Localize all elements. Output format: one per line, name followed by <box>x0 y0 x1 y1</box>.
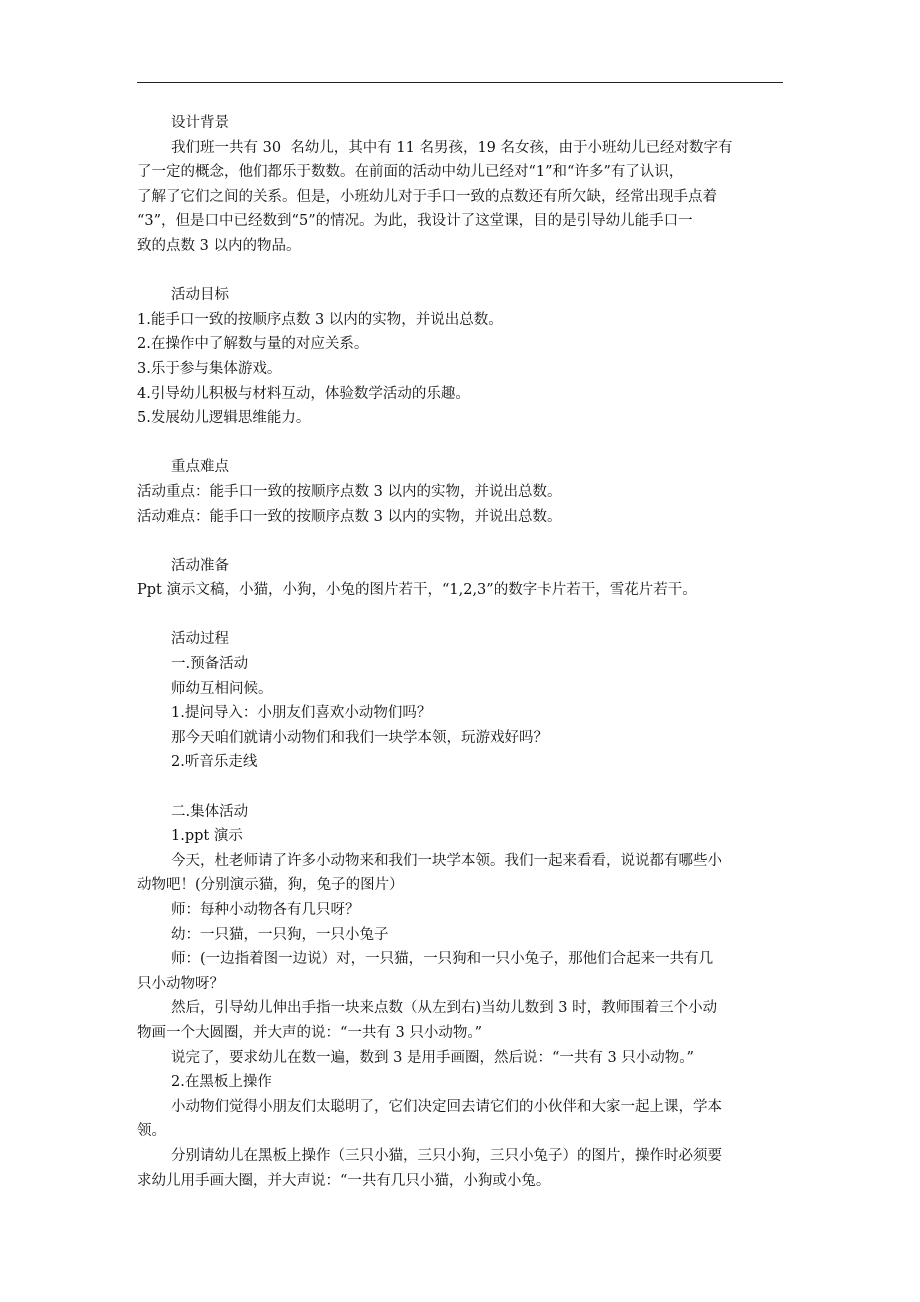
goal-item-5: 5.发展幼儿逻辑思维能力。 <box>137 410 311 427</box>
part2-p2-line-1: 师：(一边指着图一边说）对，一只猫，一只狗和一只小兔子，那他们合起来一共有几 <box>171 951 714 968</box>
part1-line-2: 1.提问导入：小朋友们喜欢小动物们吗？ <box>171 705 432 722</box>
background-line-5: 致的点数 3 以内的物品。 <box>137 237 301 254</box>
part2-p3-line-1: 然后，引导幼儿伸出手指一块来点数（从左到右)当幼儿数到 3 时，教师围着三个小动 <box>171 1000 718 1017</box>
part2-p1-line-2: 动物吧！(分别演示猫，狗，兔子的图片） <box>137 877 404 894</box>
heading-goals: 活动目标 <box>171 287 229 304</box>
part2-p4: 说完了，要求幼儿在数一遍，数到 3 是用手画圈，然后说：“一共有 3 只小动物。” <box>171 1049 694 1066</box>
part2-p5-line-2: 领。 <box>137 1123 166 1140</box>
heading-prep: 活动准备 <box>171 557 229 574</box>
part2-sub2: 2.在黑板上操作 <box>171 1074 272 1091</box>
dialog-child: 幼：一只猫，一只狗，一只小兔子 <box>171 926 389 943</box>
goal-item-4: 4.引导幼儿积极与材料互动，体验数学活动的乐趣。 <box>137 385 470 402</box>
document-body <box>137 111 787 1193</box>
background-line-4: “3”，但是口中已经数到“5”的情况。为此，我设计了这堂课，目的是引导幼儿能手口一 <box>137 213 693 230</box>
background-line-2: 了一定的概念，他们都乐于数数。在前面的活动中幼儿已经对“1”和“许多”有了认识， <box>137 164 684 181</box>
part1-title: 一.预备活动 <box>171 656 249 673</box>
prep-line: Ppt 演示文稿，小猫，小狗，小兔的图片若干，“1,2,3”的数字卡片若干，雪花片若干。 <box>137 582 697 599</box>
spacer <box>137 259 787 284</box>
heading-process: 活动过程 <box>171 631 229 648</box>
part2-p5-line-1: 小动物们觉得小朋友们太聪明了，它们决定回去请它们的小伙伴和大家一起上课，学本 <box>171 1098 722 1115</box>
part2-p1-line-1: 今天，杜老师请了许多小动物来和我们一块学本领。我们一起来看看，说说都有哪些小 <box>171 852 722 869</box>
part2-title: 二.集体活动 <box>171 803 249 820</box>
header-rule <box>137 82 783 83</box>
goal-item-3: 3.乐于参与集体游戏。 <box>137 360 282 377</box>
background-line-1: 我们班一共有 30 名幼儿，其中有 11 名男孩，19 名女孩，由于小班幼儿已经对数字有 <box>171 139 733 156</box>
goal-item-2: 2.在操作中了解数与量的对应关系。 <box>137 336 369 353</box>
part2-p6-line-1: 分别请幼儿在黑板上操作（三只小猫，三只小狗，三只小兔子）的图片，操作时必须要 <box>171 1147 722 1164</box>
part2-p2-line-2: 只小动物呀？ <box>137 975 224 992</box>
part2-p6-line-2: 求幼儿用手画大圈，并大声说：“一共有几只小猫，小狗或小兔。 <box>137 1172 551 1189</box>
heading-background: 设计背景 <box>171 115 229 131</box>
keypoint-difficulty: 活动难点：能手口一致的按顺序点数 3 以内的实物，并说出总数。 <box>137 508 562 525</box>
dialog-teacher: 师：每种小动物各有几只呀？ <box>171 902 360 918</box>
goal-item-1: 1.能手口一致的按顺序点数 3 以内的实物，并说出总数。 <box>137 311 503 328</box>
spacer <box>137 431 787 456</box>
heading-keypoints: 重点难点 <box>171 459 229 476</box>
part2-p3-line-2: 物画一个大圆圈，并大声的说：“一共有 3 只小动物。” <box>137 1024 483 1041</box>
spacer <box>137 529 787 554</box>
part1-line-3: 那今天咱们就请小动物们和我们一块学本领，玩游戏好吗？ <box>171 729 548 746</box>
spacer <box>137 603 787 628</box>
part2-sub1: 1.ppt 演示 <box>171 828 243 845</box>
spacer <box>137 775 787 800</box>
background-line-3: 了解了它们之间的关系。但是，小班幼儿对于手口一致的点数还有所欠缺，经常出现手点着 <box>137 188 717 205</box>
keypoint-focus: 活动重点：能手口一致的按顺序点数 3 以内的实物，并说出总数。 <box>137 483 562 500</box>
part1-line-4: 2.听音乐走线 <box>171 754 258 771</box>
part1-line-1: 师幼互相问候。 <box>171 680 273 697</box>
